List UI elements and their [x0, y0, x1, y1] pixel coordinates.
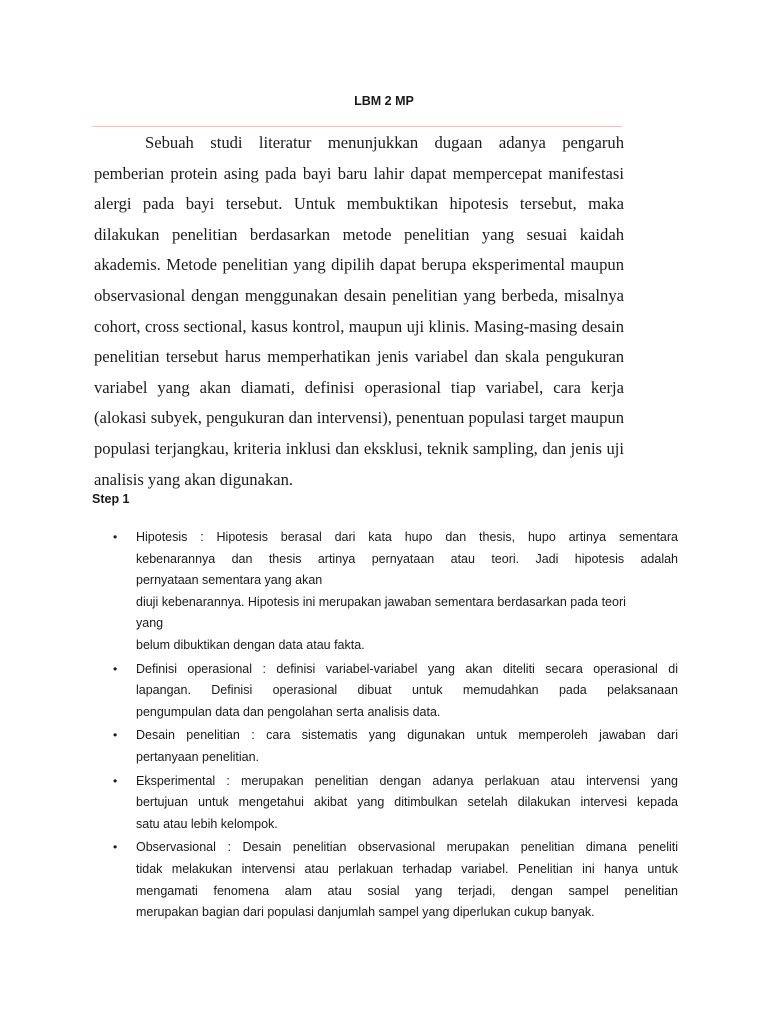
- bullet-icon: •: [113, 661, 118, 676]
- list-item-line: pertanyaan penelitian.: [136, 749, 260, 764]
- list-item-observasional: [92, 837, 678, 923]
- list-item-line: satu atau lebih kelompok.: [136, 816, 278, 831]
- list-item-line: yang: [136, 616, 164, 631]
- scanned-paragraph: Sebuah studi literatur menunjukkan dugaan adanya pengaruh pemberian protein asing pada bayi baru lahir dapat mempercepat manifestasi alergi pada bayi tersebut. Untuk membuktikan hipotesis tersebut, maka dilakukan penelitian berdasarkan metode penelitian yang sesuai kaidah akademis. Metode penelitian yang dipilih dapat berupa eksperimental maupun observasional dengan menggunakan desain penelitian yang berbeda, misalnya cohort, cross sectional, kasus kontrol, maupun uji klinis. Masing-masing desain penelitian tersebut harus memperhatikan jenis variabel dan skala pengukuran variabel yang akan diamati, definisi operasional tiap variabel, cara kerja (alokasi subyek, pengukuran dan intervensi), penentuan populasi target maupun populasi terjangkau, kriteria inklusi dan eksklusi, teknik sampling, dan jenis uji analisis yang akan digunakan.: [94, 133, 624, 489]
- list-item-line: pengumpulan data dan pengolahan serta analisis data.: [136, 704, 441, 719]
- document-title: LBM 2 MP: [354, 94, 414, 108]
- list-item-line: lapangan. Definisi operasional dibuat untuk memudahkan pada pelaksanaan: [136, 683, 678, 698]
- list-item-hipotesis: [92, 527, 678, 657]
- list-item-line: bertujuan untuk mengetahui akibat yang ditimbulkan setelah dilakukan intervesi kepada: [136, 795, 678, 810]
- list-item-eksperimental: [92, 771, 678, 836]
- bullet-icon: •: [113, 530, 118, 544]
- list-item-line: Eksperimental : merupakan penelitian dengan adanya perlakuan atau intervensi yang: [136, 773, 678, 788]
- step-heading: Step 1: [92, 492, 130, 506]
- list-item-line: tidak melakukan intervensi atau perlakuan terhadap variabel. Penelitian ini hanya untuk: [136, 861, 678, 876]
- scan-top-rule: [92, 126, 622, 127]
- list-item-line: diuji kebenarannya. Hipotesis ini merupakan jawaban sementara berdasarkan pada teori: [136, 594, 626, 609]
- scanned-excerpt: [94, 126, 624, 512]
- list-item-line: Observasional : Desain penelitian observasional merupakan penelitian dimana peneliti: [136, 840, 678, 855]
- list-item-line: pernyataan sementara yang akan: [136, 573, 323, 588]
- bullet-icon: •: [113, 840, 118, 855]
- list-item-line: kebenarannya dan thesis artinya pernyataan atau teori. Jadi hipotesis adalah: [136, 551, 678, 566]
- list-item-line: Definisi operasional : definisi variabel-variabel yang akan diteliti secara operasional di: [136, 661, 678, 676]
- list-item-desain-penelitian: [92, 725, 678, 768]
- bullet-icon: •: [113, 773, 118, 788]
- list-item-line: mengamati fenomena alam atau sosial yang terjadi, dengan sampel penelitian: [136, 883, 678, 898]
- list-item-line: Hipotesis : Hipotesis berasal dari kata hupo dan thesis, hupo artinya sementara: [136, 530, 678, 544]
- list-item-definisi-operasional: [92, 659, 678, 724]
- list-item-line: Desain penelitian : cara sistematis yang digunakan untuk memperoleh jawaban dari: [136, 728, 678, 743]
- bullet-list: [92, 527, 678, 926]
- list-item-line: merupakan bagian dari populasi danjumlah sampel yang diperlukan cukup banyak.: [136, 905, 595, 920]
- list-item-line: belum dibuktikan dengan data atau fakta.: [136, 637, 365, 652]
- bullet-icon: •: [113, 728, 118, 743]
